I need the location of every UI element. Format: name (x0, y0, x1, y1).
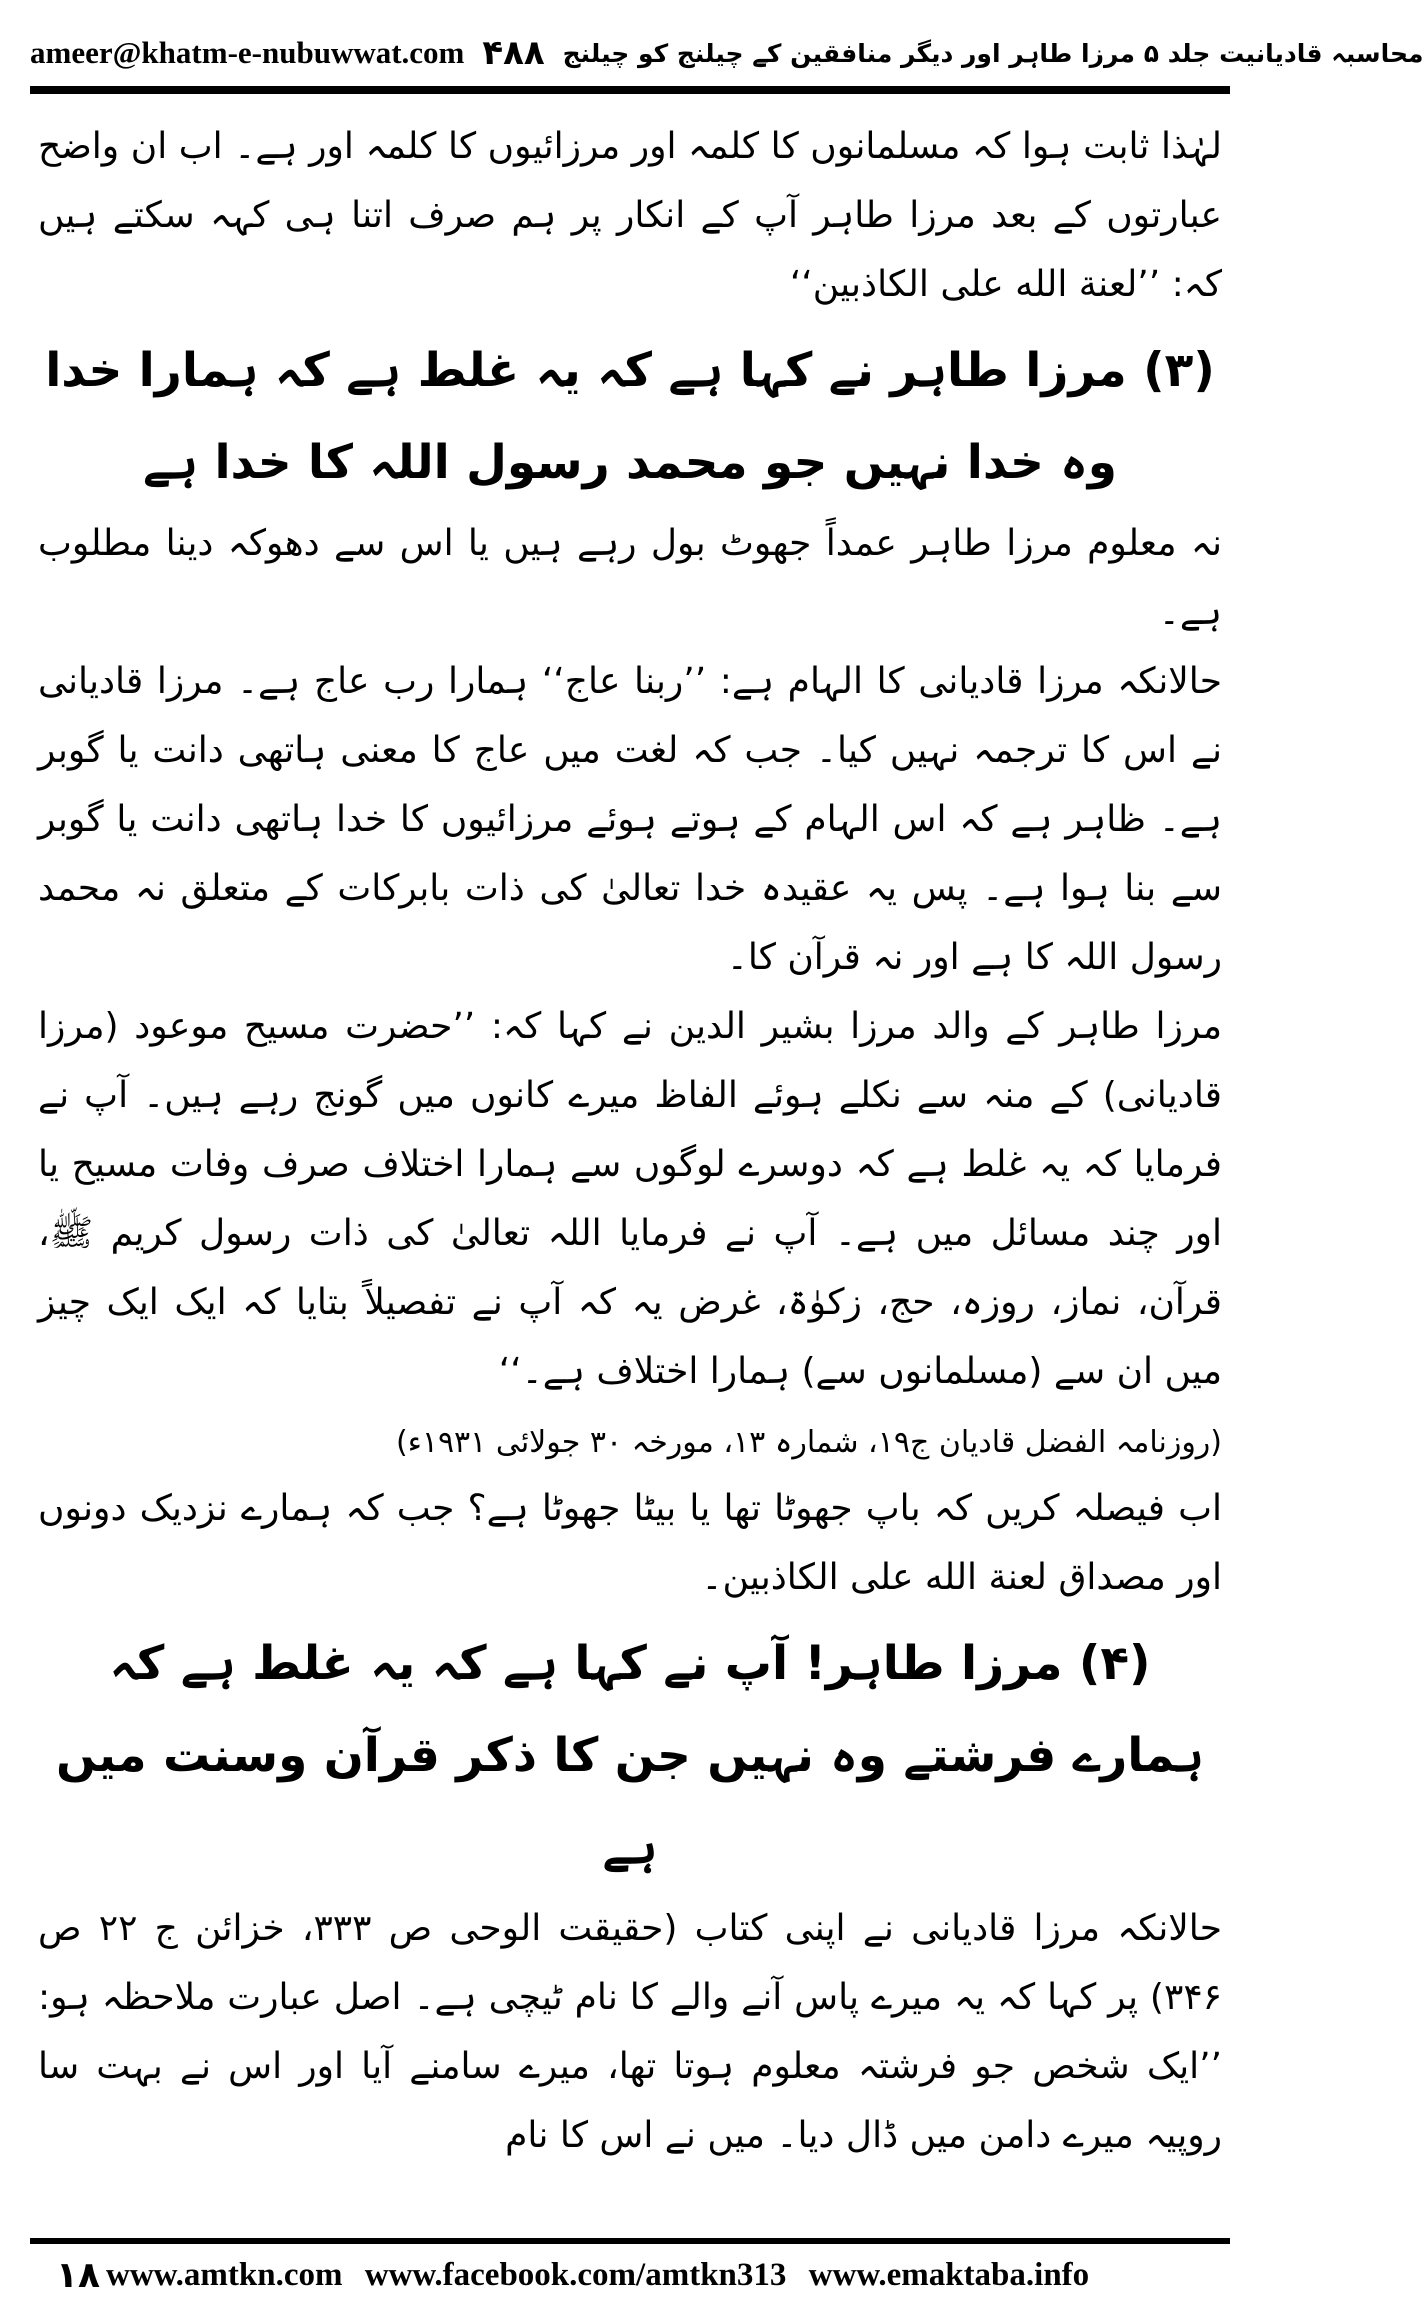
header-email[interactable]: ameer@khatm-e-nubuwwat.com (30, 35, 465, 70)
page-footer (30, 2248, 1230, 2302)
footer-link[interactable]: www.facebook.com/amtkn313 (364, 2256, 787, 2293)
footer-links (106, 2257, 1230, 2294)
footer-link[interactable]: www.amtkn.com (106, 2256, 343, 2293)
paragraph: لہٰذا ثابت ہوا کہ مسلمانوں کا کلمہ اور مرزائیوں کا کلمہ اور ہے۔ اب ان واضح عبارتوں کے بعد مرزا طاہر آپ کے انکار پر ہم صرف اتنا ہی کہہ سکتے ہیں کہ: ’’لعنة الله علی الکاذبین‘‘ (38, 126, 1222, 305)
header-page-number: ۴۸۸ (482, 33, 545, 73)
header-book-title: محاسبہ قادیانیت جلد ۵ مرزا طاہر اور دیگر منافقین کے چیلنج کو چیلنج (562, 38, 1424, 68)
paragraph: نہ معلوم مرزا طاہر عمداً جھوٹ بول رہے ہیں یا اس سے دھوکہ دینا مطلوب ہے۔ (38, 523, 1222, 633)
paragraph: مرزا طاہر کے والد مرزا بشیر الدین نے کہا کہ: ’’حضرت مسیح موعود (مرزا قادیانی) کے منہ سے نکلے ہوئے الفاظ میرے کانوں میں گونج رہے ہیں۔ آپ نے فرمایا کہ یہ غلط ہے کہ دوسرے لوگوں سے ہمارا اختلاف صرف وفات مسیح یا اور چند مسائل میں ہے۔ آپ نے فرمایا اللہ تعالیٰ کی ذات رسول کریم ﷺ، قرآن، نماز، روزہ، حج، زکوٰۃ، غرض یہ کہ آپ نے تفصیلاً بتایا کہ ایک ایک چیز میں ان سے (مسلمانوں سے) ہمارا اختلاف ہے۔‘‘ (38, 1006, 1222, 1392)
page-header (30, 18, 1424, 88)
paragraph: حالانکہ مرزا قادیانی نے اپنی کتاب (حقیقت الوحی ص ۳۳۳، خزائن ج ۲۲ ص ۳۴۶) پر کہا کہ یہ میرے پاس آنے والے کا نام ٹیچی ہے۔ اصل عبارت ملاحظہ ہو: ’’ایک شخص جو فرشتہ معلوم ہوتا تھا، میرے سامنے آیا اور اس نے بہت سا روپیہ میرے دامن میں ڈال دیا۔ میں نے اس کا نام (38, 1908, 1222, 2156)
footer-link[interactable]: www.emaktaba.info (808, 2256, 1090, 2293)
paragraph: حالانکہ مرزا قادیانی کا الہام ہے: ’’ربنا عاج‘‘ ہمارا رب عاج ہے۔ مرزا قادیانی نے اس کا ترجمہ نہیں کیا۔ جب کہ لغت میں عاج کا معنی ہاتھی دانت یا گوبر ہے۔ ظاہر ہے کہ اس الہام کے ہوتے ہوئے مرزائیوں کا خدا ہاتھی دانت یا گوبر سے بنا ہوا ہے۔ پس یہ عقیدہ خدا تعالیٰ کی ذات بابرکات کے متعلق نہ محمد رسول اللہ کا ہے اور نہ قرآن کا۔ (38, 661, 1222, 978)
paragraph: اب فیصلہ کریں کہ باپ جھوٹا تھا یا بیٹا جھوٹا ہے؟ جب کہ ہمارے نزدیک دونوں اور مصداق لعنة الله علی الکاذبین۔ (38, 1488, 1222, 1598)
footer-page-number: ۱۸ (56, 2254, 100, 2296)
footer-divider (30, 2238, 1230, 2244)
page-body (38, 112, 1222, 2222)
section-heading: (۴) مرزا طاہر! آپ نے کہا ہے کہ یہ غلط ہے کہ ہمارے فرشتے وہ نہیں جن کا ذکر قرآن وسنت میں ہے (56, 1636, 1204, 1875)
section-heading: (۳) مرزا طاہر نے کہا ہے کہ یہ غلط ہے کہ ہمارا خدا وہ خدا نہیں جو محمد رسول اللہ کا خدا ہے (45, 343, 1215, 490)
header-divider (30, 86, 1230, 94)
reference-citation: (روزنامہ الفضل قادیان ج۱۹، شمارہ ۱۳، مورخہ ۳۰ جولائی ۱۹۳۱ء) (396, 1425, 1222, 1460)
